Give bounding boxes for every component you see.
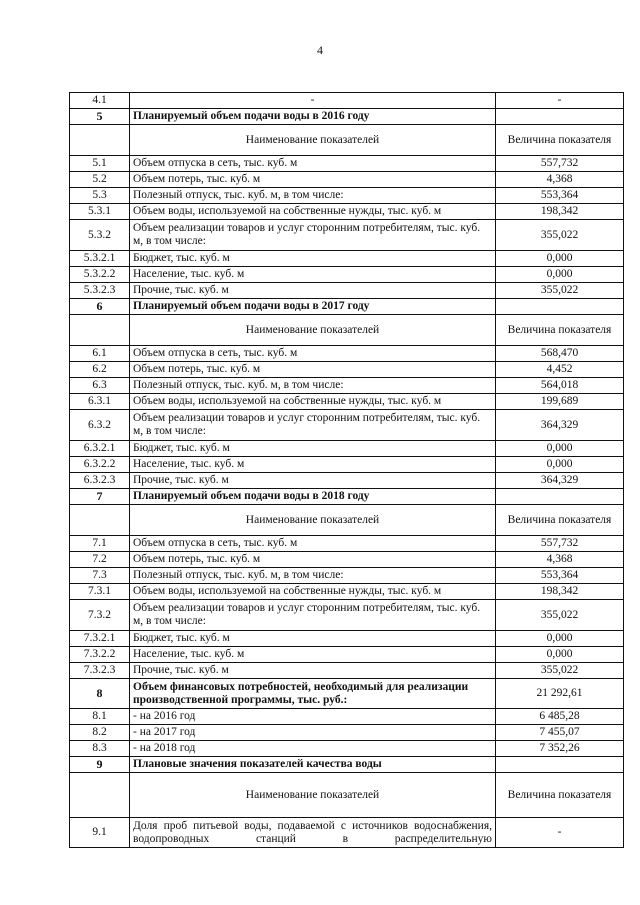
table-row [70,204,624,220]
row-number: 5.3 [70,188,130,204]
row-number: 6 [70,299,130,315]
indicator-name: Объем реализации товаров и услуг сторонним потребителям, тыс. куб. м, в том числе: [130,220,496,251]
indicator-name: Доля проб питьевой воды, подаваемой с источников водоснабжения, водопроводных станций в распределительную [130,818,496,848]
row-number: 8.2 [70,725,130,741]
row-number: 7.2 [70,552,130,568]
row-number: 7.3 [70,568,130,584]
table-row [70,725,624,741]
column-header-row [70,773,624,818]
table-row [70,741,624,757]
row-number: 5.3.2.2 [70,267,130,283]
table-row [70,631,624,647]
row-number: 5.3.2 [70,220,130,251]
indicator-value: Величина показателя [496,505,624,536]
indicator-value: 199,689 [496,394,624,410]
indicator-value: 364,329 [496,473,624,489]
row-number: 7 [70,489,130,505]
indicator-value: 7 455,07 [496,725,624,741]
table-row [70,394,624,410]
indicator-name: Планируемый объем подачи воды в 2018 году [130,489,496,505]
row-number [70,505,130,536]
indicator-value [496,299,624,315]
indicator-value: 355,022 [496,663,624,679]
indicator-name: Полезный отпуск, тыс. куб. м, в том числе: [130,188,496,204]
row-number: 8.1 [70,709,130,725]
indicator-value: Величина показателя [496,773,624,818]
section-row [70,679,624,709]
indicator-name: Объем воды, используемой на собственные нужды, тыс. куб. м [130,394,496,410]
row-number: 8 [70,679,130,709]
indicator-value: 4,368 [496,552,624,568]
indicator-value: 364,329 [496,410,624,441]
row-number: 7.3.2.1 [70,631,130,647]
row-number: 7.3.2.2 [70,647,130,663]
table-row [70,663,624,679]
table-row [70,441,624,457]
indicator-value [496,109,624,125]
indicator-value: 0,000 [496,631,624,647]
row-number [70,125,130,156]
indicator-value: 21 292,61 [496,679,624,709]
table-row [70,410,624,441]
section-row [70,489,624,505]
table-row [70,568,624,584]
indicator-value: 0,000 [496,647,624,663]
table-row [70,220,624,251]
indicator-name: Наименование показателей [130,505,496,536]
indicator-name: - на 2018 год [130,741,496,757]
indicator-value: 198,342 [496,584,624,600]
table-row [70,93,624,109]
table-row [70,709,624,725]
indicator-name: Объем отпуска в сеть, тыс. куб. м [130,156,496,172]
indicator-name: Прочие, тыс. куб. м [130,663,496,679]
indicator-name: Объем финансовых потребностей, необходимый для реализации производственной программы, тыс. руб.: [130,679,496,709]
indicator-name: Планируемый объем подачи воды в 2016 году [130,109,496,125]
indicator-name: Наименование показателей [130,773,496,818]
table-row [70,818,624,848]
indicator-value: 355,022 [496,220,624,251]
table-row [70,536,624,552]
indicator-value [496,757,624,773]
row-number: 4.1 [70,93,130,109]
row-number [70,315,130,346]
row-number: 5.3.1 [70,204,130,220]
row-number: 7.3.2 [70,600,130,631]
table-row [70,473,624,489]
indicator-name: Население, тыс. куб. м [130,457,496,473]
indicator-value: 0,000 [496,251,624,267]
indicator-name: Наименование показателей [130,315,496,346]
row-number: 5.3.2.3 [70,283,130,299]
indicator-value [496,489,624,505]
row-number: 5 [70,109,130,125]
indicator-value: 355,022 [496,600,624,631]
table-row [70,584,624,600]
indicator-name: Полезный отпуск, тыс. куб. м, в том числе: [130,378,496,394]
row-number: 6.1 [70,346,130,362]
indicator-value: 0,000 [496,441,624,457]
row-number: 8.3 [70,741,130,757]
table-row [70,647,624,663]
indicator-name: Объем потерь, тыс. куб. м [130,552,496,568]
row-number: 7.1 [70,536,130,552]
indicators-table [69,92,624,848]
indicator-name: - [130,93,496,109]
indicator-value: 4,452 [496,362,624,378]
indicator-name: Бюджет, тыс. куб. м [130,441,496,457]
indicator-value: 6 485,28 [496,709,624,725]
indicator-name: Наименование показателей [130,125,496,156]
indicator-value: 564,018 [496,378,624,394]
indicator-name: - на 2016 год [130,709,496,725]
indicator-name: Плановые значения показателей качества воды [130,757,496,773]
row-number: 6.3.1 [70,394,130,410]
indicator-value: Величина показателя [496,315,624,346]
indicators-table-body [70,93,624,848]
table-row [70,251,624,267]
indicator-name: Полезный отпуск, тыс. куб. м, в том числе: [130,568,496,584]
indicator-value: 4,368 [496,172,624,188]
table-row [70,172,624,188]
indicator-name: Объем воды, используемой на собственные нужды, тыс. куб. м [130,204,496,220]
row-number: 6.3.2.2 [70,457,130,473]
indicator-value: 0,000 [496,267,624,283]
indicator-name: Население, тыс. куб. м [130,267,496,283]
indicator-name: Объем потерь, тыс. куб. м [130,362,496,378]
table-row [70,457,624,473]
indicator-value: 355,022 [496,283,624,299]
row-number: 6.3.2.3 [70,473,130,489]
indicator-value: 7 352,26 [496,741,624,757]
indicator-name: Объем реализации товаров и услуг сторонним потребителям, тыс. куб. м, в том числе: [130,410,496,441]
row-number: 9 [70,757,130,773]
table-row [70,283,624,299]
indicator-value: - [496,93,624,109]
section-row [70,109,624,125]
indicator-name: Объем отпуска в сеть, тыс. куб. м [130,346,496,362]
table-row [70,346,624,362]
row-number [70,773,130,818]
table-row [70,600,624,631]
indicator-name: - на 2017 год [130,725,496,741]
table-row [70,378,624,394]
table-row [70,552,624,568]
row-number: 7.3.1 [70,584,130,600]
row-number: 5.3.2.1 [70,251,130,267]
section-row [70,299,624,315]
indicator-value: 0,000 [496,457,624,473]
page-number: 4 [317,43,323,57]
indicator-name: Прочие, тыс. куб. м [130,283,496,299]
row-number: 5.2 [70,172,130,188]
indicator-name: Население, тыс. куб. м [130,647,496,663]
column-header-row [70,505,624,536]
row-number: 6.3.2 [70,410,130,441]
indicator-value: 553,364 [496,188,624,204]
row-number: 6.2 [70,362,130,378]
row-number: 6.3 [70,378,130,394]
indicator-name: Объем потерь, тыс. куб. м [130,172,496,188]
indicator-name: Бюджет, тыс. куб. м [130,251,496,267]
table-row [70,188,624,204]
row-number: 5.1 [70,156,130,172]
indicator-value: 557,732 [496,536,624,552]
indicator-value: 557,732 [496,156,624,172]
column-header-row [70,125,624,156]
indicator-name: Объем реализации товаров и услуг сторонним потребителям, тыс. куб. м, в том числе: [130,600,496,631]
indicator-name: Прочие, тыс. куб. м [130,473,496,489]
indicator-value: 553,364 [496,568,624,584]
table-row [70,362,624,378]
column-header-row [70,315,624,346]
indicator-value: 198,342 [496,204,624,220]
section-row [70,757,624,773]
row-number: 6.3.2.1 [70,441,130,457]
row-number: 9.1 [70,818,130,848]
indicator-name: Объем воды, используемой на собственные нужды, тыс. куб. м [130,584,496,600]
indicator-value: Величина показателя [496,125,624,156]
indicator-value: 568,470 [496,346,624,362]
indicator-name: Бюджет, тыс. куб. м [130,631,496,647]
row-number: 7.3.2.3 [70,663,130,679]
table-row [70,267,624,283]
table-row [70,156,624,172]
indicator-name: Планируемый объем подачи воды в 2017 году [130,299,496,315]
indicator-value: - [496,818,624,848]
indicator-name: Объем отпуска в сеть, тыс. куб. м [130,536,496,552]
